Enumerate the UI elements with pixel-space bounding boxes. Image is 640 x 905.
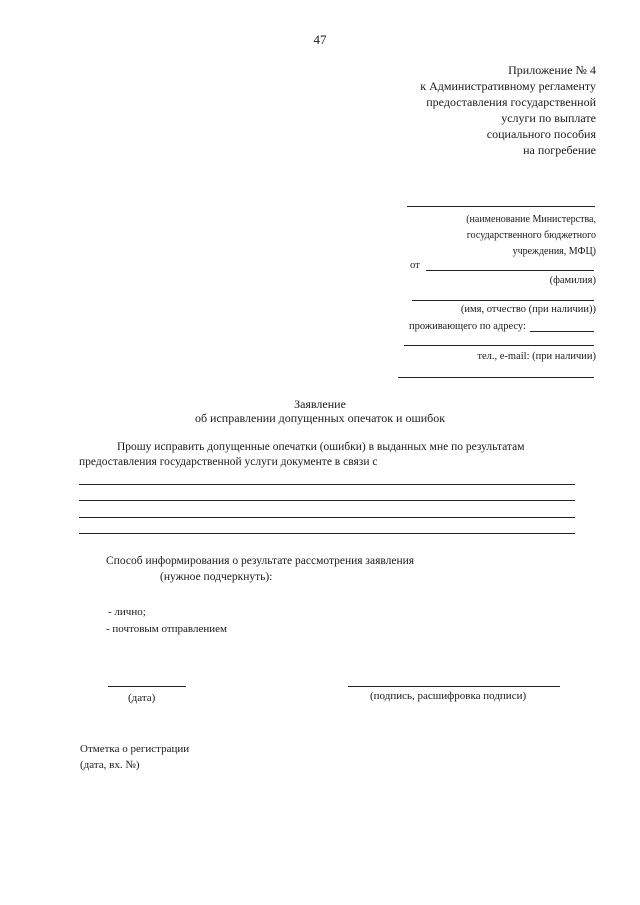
name-caption: (имя, отчество (при наличии)) bbox=[460, 304, 596, 315]
surname-field[interactable] bbox=[426, 270, 594, 271]
registration-mark: Отметка о регистрации bbox=[80, 743, 190, 755]
date-caption: (дата) bbox=[128, 692, 156, 704]
name-field[interactable] bbox=[412, 300, 594, 301]
notify-hint: (нужное подчеркнуть): bbox=[160, 571, 273, 583]
ministry-caption bbox=[376, 212, 596, 260]
appendix-line: услуги по выплате bbox=[501, 111, 596, 125]
address-label: проживающего по адресу: bbox=[409, 321, 526, 332]
appendix-line: на погребение bbox=[523, 143, 596, 157]
address-field-continued[interactable] bbox=[404, 345, 594, 346]
registration-details: (дата, вх. №) bbox=[80, 759, 140, 771]
contacts-field[interactable] bbox=[398, 377, 594, 378]
appendix-line: предоставления государственной bbox=[426, 95, 596, 109]
document-title: Заявление bbox=[294, 397, 346, 411]
request-text-line2: предоставления государственной услуги документе в связи с bbox=[79, 456, 378, 468]
appendix-block bbox=[336, 62, 596, 158]
notify-heading: Способ информирования о результате рассмотрения заявления bbox=[106, 555, 415, 567]
date-field[interactable] bbox=[108, 686, 186, 687]
contacts-caption: тел., e-mail: (при наличии) bbox=[477, 351, 596, 362]
appendix-line: социального пособия bbox=[486, 127, 596, 141]
ministry-name-field[interactable] bbox=[407, 206, 595, 207]
signature-caption: (подпись, расшифровка подписи) bbox=[370, 690, 527, 702]
notify-option-post[interactable]: - почтовым отправлением bbox=[106, 623, 227, 635]
from-label: от bbox=[410, 260, 420, 271]
reason-line[interactable] bbox=[79, 517, 575, 518]
reason-line[interactable] bbox=[79, 500, 575, 501]
surname-caption: (фамилия) bbox=[549, 275, 596, 286]
ministry-caption-line: учреждения, МФЦ) bbox=[512, 246, 596, 257]
ministry-caption-line: (наименование Министерства, bbox=[466, 214, 596, 225]
notify-option-personal[interactable]: - лично; bbox=[108, 606, 146, 618]
page-number: 47 bbox=[313, 32, 327, 47]
address-field[interactable] bbox=[530, 331, 594, 332]
request-text-line1: Прошу исправить допущенные опечатки (ошибки) в выданных мне по результатам bbox=[117, 441, 525, 453]
reason-line[interactable] bbox=[79, 533, 575, 534]
ministry-caption-line: государственного бюджетного bbox=[466, 230, 596, 241]
document-subtitle: об исправлении допущенных опечаток и ошибок bbox=[194, 411, 446, 425]
signature-field[interactable] bbox=[348, 686, 560, 687]
reason-line[interactable] bbox=[79, 484, 575, 485]
appendix-line: к Административному регламенту bbox=[420, 79, 596, 93]
appendix-line: Приложение № 4 bbox=[508, 63, 596, 77]
